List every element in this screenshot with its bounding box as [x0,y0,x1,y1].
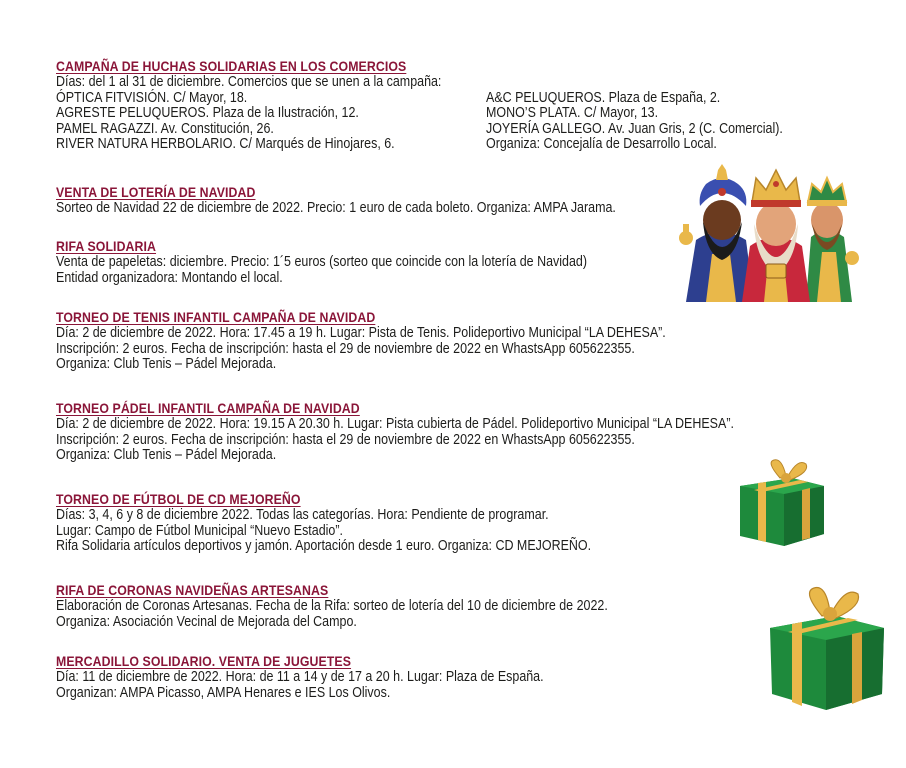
section-line: Lugar: Campo de Fútbol Municipal “Nuevo Estadio”. [56,522,343,539]
section-line: Elaboración de Coronas Artesanas. Fecha de la Rifa: sorteo de lotería del 10 de diciembre de 2022. [56,598,608,614]
section-title: MERCADILLO SOLIDARIO. VENTA DE JUGUETES [56,653,352,669]
section-title: CAMPAÑA DE HUCHAS SOLIDARIAS EN LOS COMERCIOS [56,58,407,74]
organizer-line: Organiza: Concejalía de Desarrollo Local. [486,136,717,152]
shop-item: JOYERÍA GALLEGO. Av. Juan Gris, 2 (C. Comercial). [486,120,783,137]
three-kings-illustration [676,162,872,302]
shop-item: RIVER NATURA HERBOLARIO. C/ Marqués de Hinojares, 6. [56,136,395,152]
section-line: Entidad organizadora: Montando el local. [56,269,283,286]
section-line: Día: 2 de diciembre de 2022. Hora: 17.45 a 19 h. Lugar: Pista de Tenis. Polideportivo Municipal “LA DEHESA”. [56,325,666,341]
section-title: RIFA SOLIDARIA [56,238,157,254]
shops-columns [56,89,783,153]
section-loteria [56,184,707,217]
section-line: Organiza: Club Tenis – Pádel Mejorada. [56,447,277,463]
shops-right-column [486,91,831,153]
section-tenis [56,309,765,373]
section-title: TORNEO DE FÚTBOL DE CD MEJOREÑO [56,491,301,507]
section-title: TORNEO PÁDEL INFANTIL CAMPAÑA DE NAVIDAD [56,400,360,416]
section-line: Sorteo de Navidad 22 de diciembre de 2022. Precio: 1 euro de cada boleto. Organiza: AMPA Jarama. [56,200,616,216]
section-title: VENTA DE LOTERÍA DE NAVIDAD [56,184,256,200]
section-line: Días: 3, 4, 6 y 8 de diciembre 2022. Todas las categorías. Hora: Pendiente de programar. [56,507,549,523]
section-line: Día: 2 de diciembre de 2022. Hora: 19.15 A 20.30 h. Lugar: Pista cubierta de Pádel. Polideportivo Municipal “LA DEHESA”. [56,416,734,432]
section-coronas [56,582,698,630]
section-line: Venta de papeletas: diciembre. Precio: 1´5 euros (sorteo que coincide con la lotería de Navidad) [56,254,587,270]
section-title: RIFA DE CORONAS NAVIDEÑAS ARTESANAS [56,582,329,598]
section-huchas [56,58,783,153]
shop-item: ÓPTICA FITVISIÓN. C/ Mayor, 18. [56,89,248,106]
section-line: Día: 11 de diciembre de 2022. Hora: de 11 a 14 y de 17 a 20 h. Lugar: Plaza de España. [56,669,544,685]
section-padel [56,400,844,464]
section-mercadillo [56,653,623,701]
section-line: Organiza: Asociación Vecinal de Mejorada del Campo. [56,613,357,630]
section-line: Rifa Solidaria artículos deportivos y jamón. Aportación desde 1 euro. Organiza: CD MEJOREÑO. [56,538,592,554]
gift-box-icon [732,456,832,548]
shop-item: AGRESTE PELUQUEROS. Plaza de la Ilustración, 12. [56,105,359,121]
shop-item: MONO’S PLATA. C/ Mayor, 13. [486,105,659,121]
section-line: Inscripción: 2 euros. Fecha de inscripción: hasta el 29 de noviembre de 2022 en WhastsApp 605622355. [56,340,635,357]
shops-left-column [56,91,450,153]
section-futbol [56,491,678,555]
gift-box-icon [764,582,890,712]
section-title: TORNEO DE TENIS INFANTIL CAMPAÑA DE NAVIDAD [56,309,376,325]
section-line: Organiza: Club Tenis – Pádel Mejorada. [56,356,277,372]
section-line: Inscripción: 2 euros. Fecha de inscripción: hasta el 29 de noviembre de 2022 en WhastsApp 605622355. [56,431,635,448]
shop-item: PAMEL RAGAZZI. Av. Constitución, 26. [56,120,274,137]
section-line: Organizan: AMPA Picasso, AMPA Henares e IES Los Olivos. [56,684,391,701]
shop-item: A&C PELUQUEROS. Plaza de España, 2. [486,89,721,106]
section-rifa-solidaria [56,238,673,286]
section-intro: Días: del 1 al 31 de diciembre. Comercios que se unen a la campaña: [56,74,442,90]
